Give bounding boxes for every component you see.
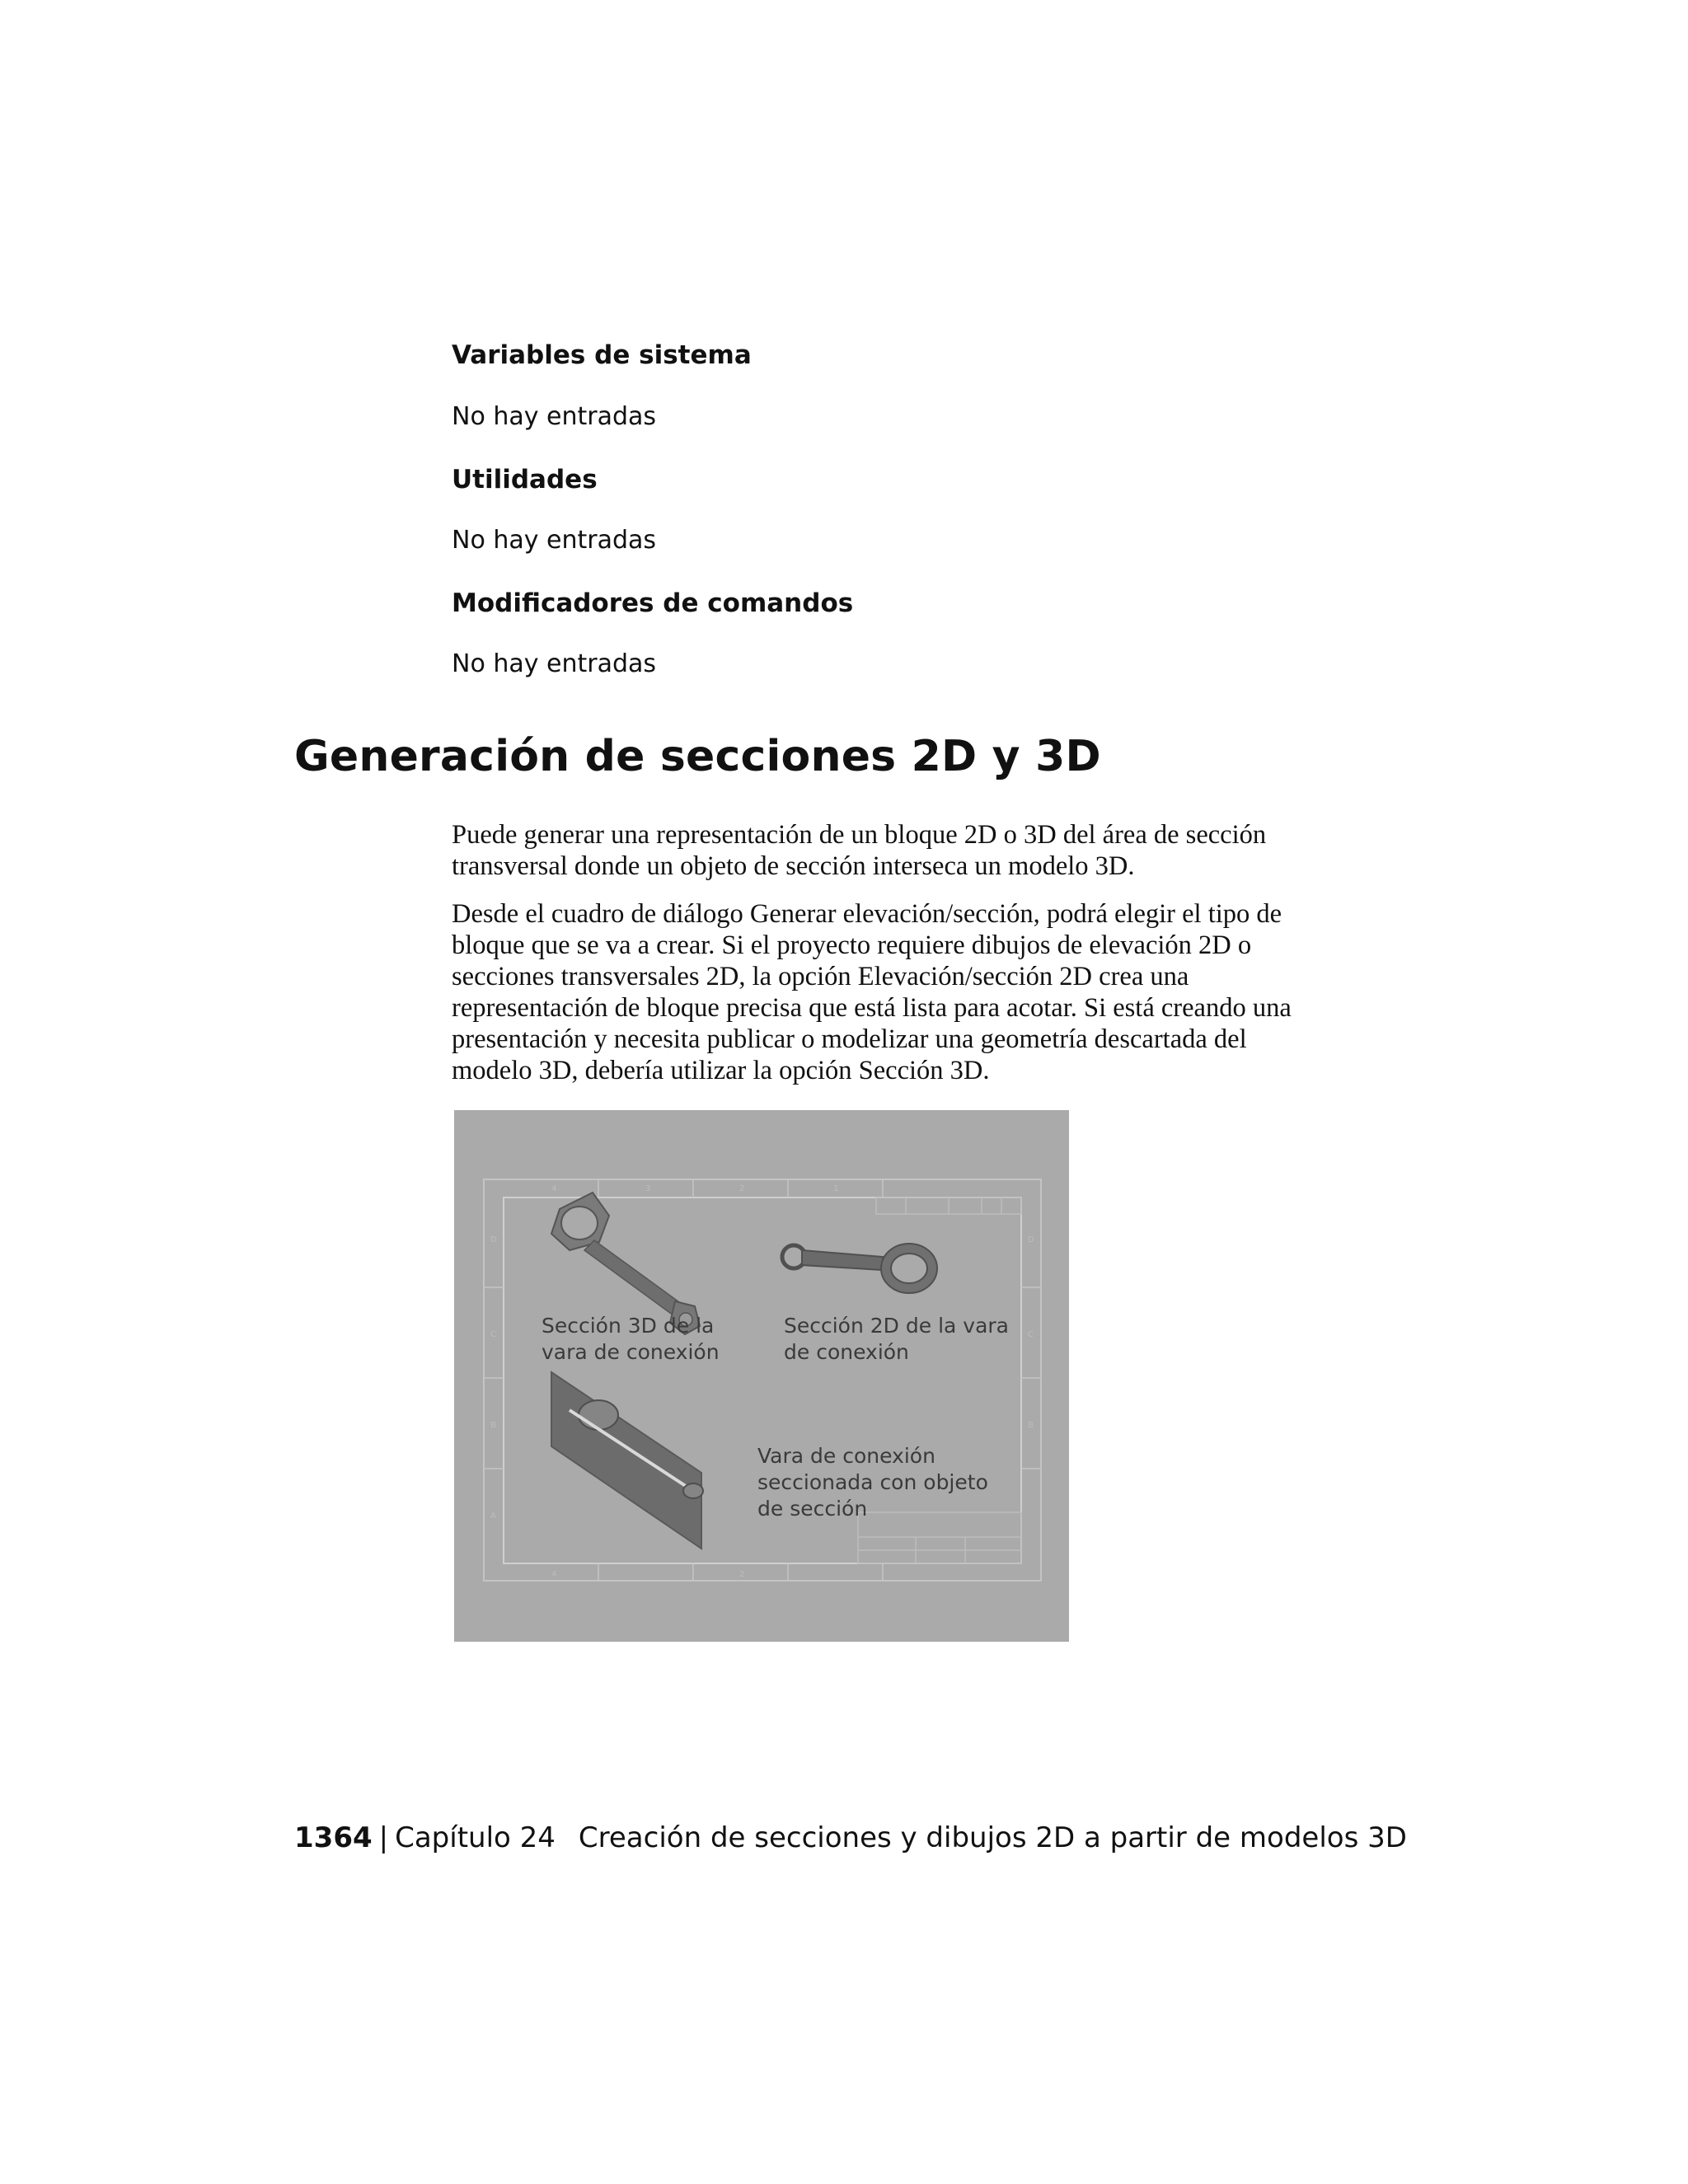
svg-text:2: 2 <box>739 1570 745 1579</box>
svg-text:B: B <box>490 1421 496 1430</box>
entry-utilidades: No hay entradas <box>452 526 657 555</box>
svg-text:C: C <box>1028 1330 1034 1339</box>
footer-chapter: Capítulo 24 <box>395 1821 556 1854</box>
svg-text:2: 2 <box>739 1184 745 1193</box>
svg-text:4: 4 <box>551 1570 557 1579</box>
svg-text:4: 4 <box>551 1184 557 1193</box>
rod-sectioned-graphic <box>551 1372 703 1549</box>
section-title: Generación de secciones 2D y 3D <box>294 732 1101 781</box>
svg-text:D: D <box>490 1235 497 1244</box>
callout-sectioned-rod: Vara de conexión seccionada con objeto de sección <box>757 1444 988 1521</box>
entry-modificadores-de-comandos: No hay entradas <box>452 649 657 678</box>
figure-section-illustration <box>454 1110 1069 1642</box>
svg-text:B: B <box>1028 1421 1034 1430</box>
footer-chapter-title: Creación de secciones y dibujos 2D a partir de modelos 3D <box>578 1821 1407 1854</box>
svg-text:A: A <box>490 1511 496 1521</box>
svg-text:D: D <box>1028 1235 1034 1244</box>
drawing-sheet-graphic <box>454 1110 1069 1642</box>
heading-modificadores-de-comandos: Modificadores de comandos <box>452 588 854 618</box>
callout-2d-section: Sección 2D de la vara de conexión <box>784 1314 1009 1364</box>
heading-utilidades: Utilidades <box>452 465 598 494</box>
paragraph-details: Desde el cuadro de diálogo Generar elevación/sección, podrá elegir el tipo de bloque que se va a crear. Si el proyecto requiere dibujos de elevación 2D o secciones transversales 2D, la opción Elevación/sección 2D crea una representación de bloque precisa que está lista para acotar. Si está creando una presentación y necesita publicar o modelizar una geometría descartada del modelo 3D, debería utilizar la opción Sección 3D. <box>452 899 1292 1085</box>
rod-2d-section-graphic <box>782 1244 937 1293</box>
svg-text:3: 3 <box>645 1184 651 1193</box>
heading-variables-de-sistema: Variables de sistema <box>452 340 752 370</box>
footer-separator: | <box>378 1821 389 1854</box>
callout-3d-section: Sección 3D de la vara de conexión <box>542 1314 720 1364</box>
svg-text:C: C <box>490 1330 496 1339</box>
svg-text:1: 1 <box>833 1184 839 1193</box>
page-number: 1364 <box>294 1821 373 1854</box>
entry-variables-de-sistema: No hay entradas <box>452 402 657 431</box>
paragraph-intro: Puede generar una representación de un bloque 2D o 3D del área de sección transversal donde un objeto de sección interseca un modelo 3D. <box>452 820 1267 881</box>
page-footer <box>294 1821 1407 1854</box>
